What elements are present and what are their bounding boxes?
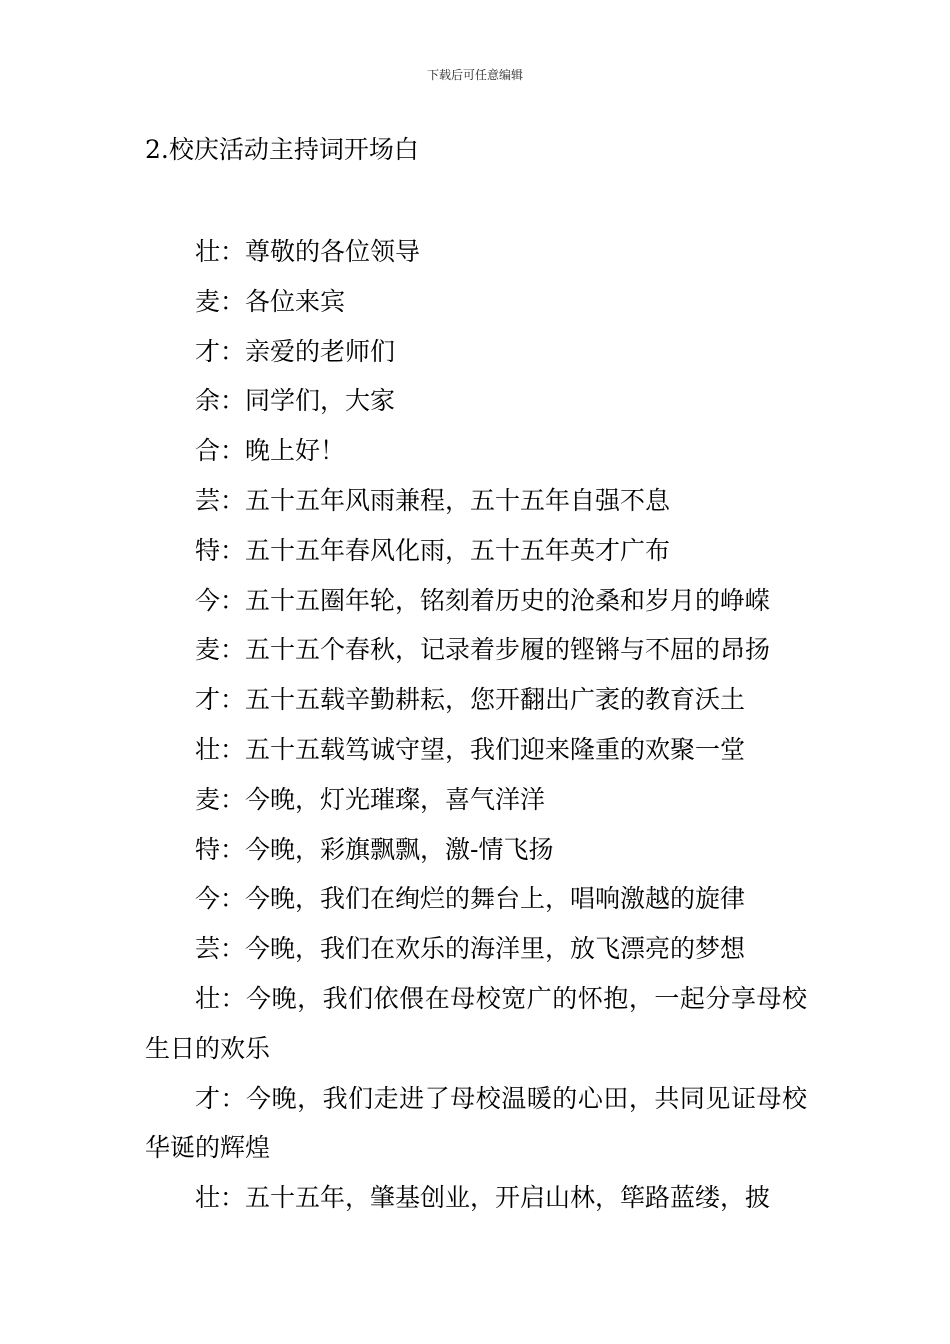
paragraph-line: 壮：五十五载笃诚守望，我们迎来隆重的欢聚一堂 [195, 734, 746, 764]
paragraph-line: 壮：五十五年，肇基创业，开启山林，筚路蓝缕，披 [195, 1183, 771, 1213]
paragraph-line: 才：亲爱的老师们 [195, 336, 396, 366]
paragraph-line: 特：五十五年春风化雨，五十五年英才广布 [195, 535, 671, 565]
paragraph-line: 麦：各位来宾 [195, 286, 346, 316]
document-body [145, 227, 807, 1223]
page-header: 下载后可任意编辑 [426, 68, 523, 82]
paragraph-line: 麦：今晚，灯光璀璨，喜气洋洋 [195, 784, 546, 814]
paragraph-line: 今：今晚，我们在绚烂的舞台上，唱响激越的旋律 [195, 884, 746, 914]
document-title: 2.校庆活动主持词开场白 [145, 135, 419, 164]
paragraph-line: 壮：今晚，我们依偎在母校宽广的怀抱，一起分享母校生日的欢乐 [145, 983, 807, 1063]
paragraph-line: 芸：今晚，我们在欢乐的海洋里，放飞漂亮的梦想 [195, 934, 746, 964]
paragraph-line: 壮：尊敬的各位领导 [195, 237, 421, 266]
paragraph-line: 麦：五十五个春秋，记录着步履的铿锵与不屈的昂扬 [195, 635, 771, 665]
paragraph-line: 才：五十五载辛勤耕耘，您开翻出广袤的教育沃土 [195, 685, 746, 715]
paragraph-line: 今：五十五圈年轮，铭刻着历史的沧桑和岁月的峥嵘 [195, 585, 771, 615]
paragraph-line: 特：今晚，彩旗飘飘，激-情飞扬 [195, 834, 554, 864]
paragraph-line: 芸：五十五年风雨兼程，五十五年自强不息 [195, 485, 671, 515]
paragraph-line: 余：同学们，大家 [195, 386, 396, 416]
paragraph-line: 合：晚上好！ [195, 436, 346, 466]
paragraph-line: 才：今晚，我们走进了母校温暖的心田，共同见证母校华诞的辉煌 [145, 1083, 807, 1163]
